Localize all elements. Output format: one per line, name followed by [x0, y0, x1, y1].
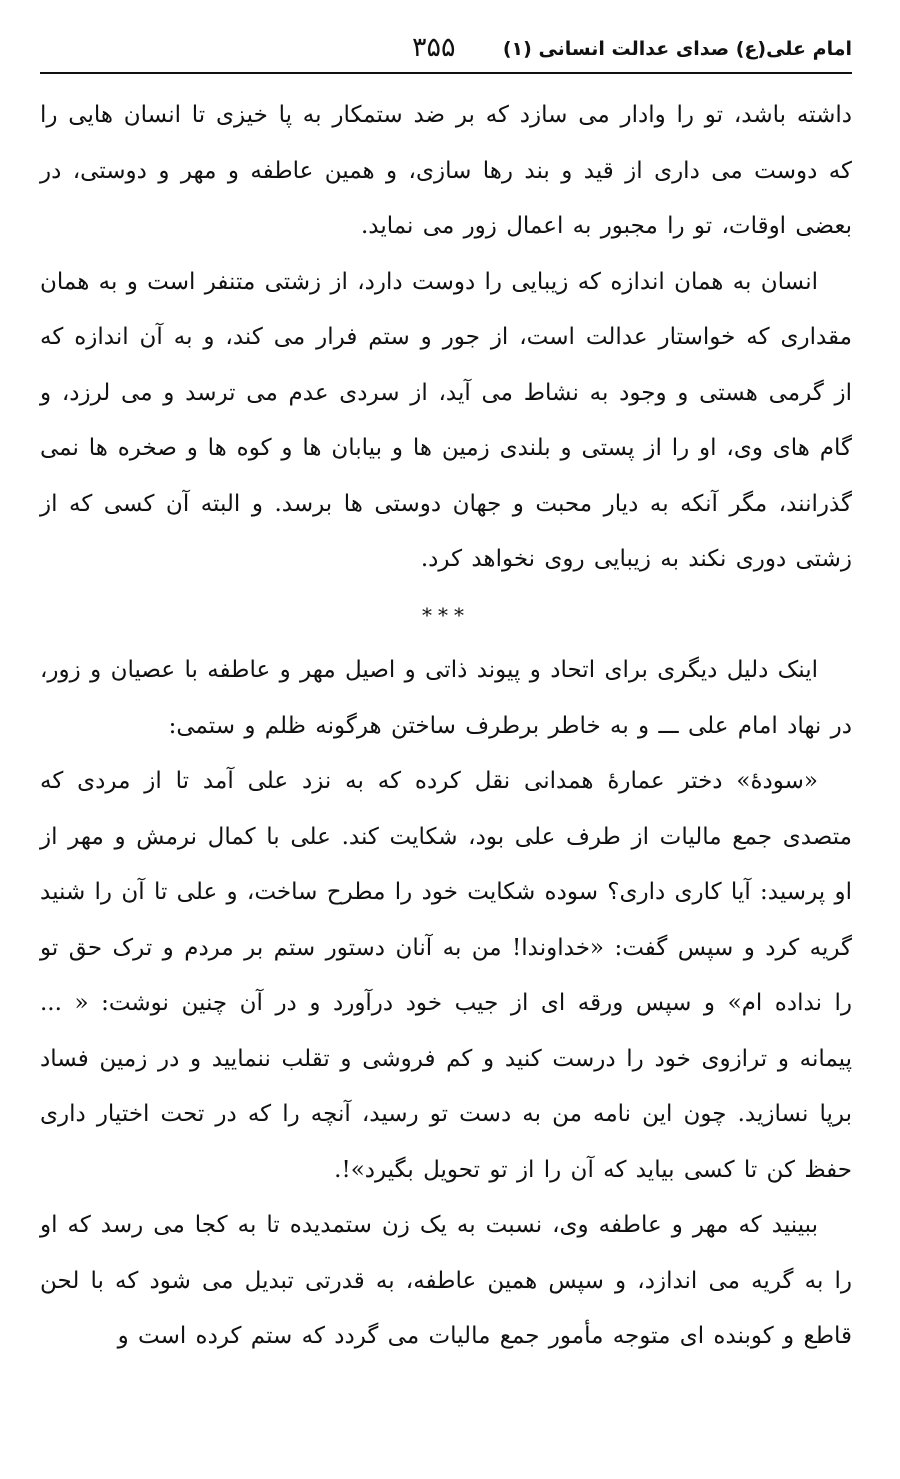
book-page [40, 0, 852, 1479]
page-number: ۳۵۵ [412, 32, 456, 63]
paragraph-beauty-justice: انسان به همان اندازه که زیبایی را دوست دارد، از زشتی متنفر است و به همان مقداری که خواستار عدالت است، از جور و ستم فرار می کند، و به آن اندازه که از گرمی هستی و وجود به نشاط می آید، از سردی عدم می ترسد و می لرزد، و گام های وی، او را از پستی و بلندی زمین ها و بیابان ها و کوه ها و صخره ها نمی گذرانند، مگر آنکه به دیار محبت و جهان دوستی ها برسد. و البته آن کسی که از زشتی دوری نکند به زیبایی روی نخواهد کرد. [40, 268, 852, 572]
page-body [40, 88, 852, 1365]
section-separator: *** [422, 602, 470, 627]
paragraph-continuation: داشته باشد، تو را وادار می سازد که بر ضد ستمکار به پا خیزی تا انسان هایی را که دوست می داری از قید و بند رها سازی، و همین عاطفه و مهر و دوستی، در بعضی اوقات، تو را مجبور به اعمال زور می نماید. [40, 102, 853, 239]
header-divider [40, 72, 852, 74]
paragraph-see-compassion: ببینید که مهر و عاطفه وی، نسبت به یک زن ستمدیده تا به کجا می رسد که او را به گریه می اندازد، و سپس همین عاطفه، به قدرتی تبدیل می شود که با لحن قاطع و کوبنده ای متوجه مأمور جمع مالیات می گردد که ستم کرده است و [40, 1212, 852, 1349]
paragraph-sawda-story: «سودهٔ» دختر عمارهٔ همدانی نقل کرده که به نزد علی آمد تا از مردی که متصدی جمع مالیات از طرف علی بود، شکایت کند. علی با کمال نرمش و مهر از او پرسید: آیا کاری داری؟ سوده شکایت خود را مطرح ساخت، و علی تا آن را شنید گریه کرد و سپس گفت: «خداوندا! من به آنان دستور ستم بر مردم و ترک حق تو را نداده ام» و سپس ورقه ای از جیب خود درآورد و در آن چنین نوشت: « ... پیمانه و ترازوی خود را درست کنید و کم فروشی و تقلب ننمایید و در زمین فساد برپا نسازید. چون این نامه من به دست تو رسید، آنچه را که در تحت اختیار داری حفظ کن تا کسی بیاید که آن را از تو تحویل بگیرد»!. [40, 768, 852, 1183]
page-header [40, 32, 852, 72]
running-title: امام علی(ع) صدای عدالت انسانی (۱) [502, 38, 852, 60]
paragraph-another-proof: اینک دلیل دیگری برای اتحاد و پیوند ذاتی و اصیل مهر و عاطفه با عصیان و زور، در نهاد امام علی ـــ و به خاطر برطرف ساختن هرگونه ظلم و ستمی: [40, 657, 852, 739]
